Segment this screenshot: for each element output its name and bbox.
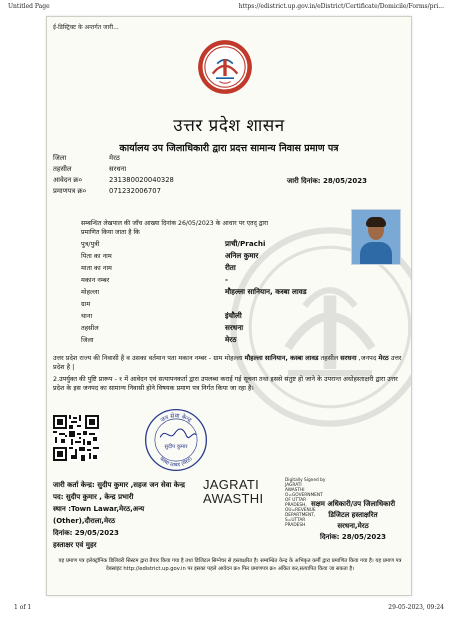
issue-date: जारी दिनांक: 28/05/2023 [287,177,368,185]
competent-officer [297,499,409,543]
applicant-details [81,239,331,347]
issuer-post: पद: सुदीप कुमार , केन्द्र प्रभारी [53,493,134,501]
issued-under-edistrict: ई-डिस्ट्रिक्ट के अन्तर्गत जारी... [53,24,119,31]
printed-timestamp: 29-05-2023, 09:24 [388,604,444,611]
issuer-place-cont: (Other),दौराला,मेरठ [53,517,116,525]
applicant-photo [351,209,401,265]
svg-text:कस्बा लावड (मेरठ): कस्बा लावड (मेरठ) [158,455,194,469]
issuing-center-info [53,479,185,551]
digital-signature [203,477,326,528]
detail-row: थाना इंचौली [81,311,242,320]
detail-row: पुत्र/पुत्री प्राची/Prachi [81,239,266,248]
detail-row: ग्राम [81,300,91,308]
csc-seal-stamp [143,407,209,473]
verification-footer-note: यह प्रमाण पत्र इलेक्ट्रॉनिक डिलिवरी सिस्टम द्वारा तैयार किया गया है तथा डिजिटल सिग्नेचर से हस्ताक्षरित है। सम्बन्धित केन्द्र के अभिकृत कर्मी द्वारा प्रमाणित किया गया है। यह प्रमाण पत्र वेबसाइट http://edistrict.up.gov.in पर इसका पहले आवेदन क्र० फिर प्रमाणपत्र क्र० अंकित कर,सत्यापित किया जा सकता है। [58,558,402,572]
svg-text:जन सेवा केन्द्र: जन सेवा केन्द्र [159,412,193,424]
certificate: ई-डिस्ट्रिक्ट के अन्तर्गत जारी... उत्तर प्रदेश शासन कार्यालय उप जिलाधिकारी द्वारा प्रदत्त सामान्य निवास प्रमाण पत्र जिला मेरठ तहसील सरधना आवेदन क्र० 231380020040328 प्रमाणपत्र क्र० 071232006707 जारी दिनांक: 28/05/2023 सम्बन्धित लेखपाल की जाँच आख्या दिनांक 26/05/2023 के आधार पर एतद् द्वारा प्रमाणित किया जाता है कि पुत्र/पुत्री प्राची/Prachi पिता का नाम अनिल कुमार माता का नाम रीता मकान नम्बर - मोहल्ला मौहल्ला सानियान, कस्बा लावड ग्राम थाना इंचौली तहसील सरधना जिला मेरठ उत्तर प्रदेश राज्य की निवासी है व उसका वर्तमान पता मकान नम्बर - ग्राम मोहल्ला मौहल्ला सानियान, कस्बा लावड तहसील सरधना ,जनपद मेरठ उत्तर प्रदेश है | 2.उपर्युक्त की पुष्टि प्रारूप - १ में आवेदन एवं सत्यापनकर्ता द्वारा उपलब्ध कराई गई सूचना तथा इससे संतुष्ट हो जाने के उपरान्त अधोहस्ताक्षरी द्वारा उत्तर प्रदेश के इस जनपद का सामान्य निवासी होने विषयक प्रमाण पत्र निर्गत किया जा रहा है। जन सेवा केन्द्र कस्बा लावड (मेरठ) सुदीप कुमार जारी कर्ता केन्द्र: सुदीप कुमार ,सहज जन सेवा केन्द्र पद: सुदीप कुमार , केन्द्र प्रभारी स्थान :Town Lawar,मेरठ,अन्य (Other),दौराला,मेरठ दिनांक: 29/05/2023 हस्ताक्षर एवं मुहर JAGRATI AWASTHI Digitally Signed by JAGRATI AWASTHI O=GOVERNMENT OF UTTAR PRADESH, OU=REVENUE DEPARTMENT, S=UTTAR PRADESH सक्षम अधिकारी/उप जिलाधिकारी डिजिटल हस्ताक्षरित सरधना,मेरठ दिनांक: 28/05/2023 यह प्रमाण पत्र इलेक्ट्रॉनिक डिलिवरी सिस्टम द्वारा तैयार किया गया है तथा डिजिटल सिग्नेचर से हस्ताक्षरित है। सम्बन्धित केन्द्र के अभिकृत कर्मी द्वारा प्रमाणित किया गया है। यह प्रमाण पत्र वेबसाइट http://edistrict.up.gov.in पर इसका पहले आवेदन क्र० फिर प्रमाणपत्र क्र० अंकित कर,सत्यापित किया जा सकता है। [46,16,412,596]
detail-row: मोहल्ला मौहल्ला सानियान, कस्बा लावड [81,287,307,296]
residence-statement: उत्तर प्रदेश राज्य की निवासी है व उसका वर्तमान पता मकान नम्बर - ग्राम मोहल्ला मौहल्ला सानियान, कस्बा लावड तहसील सरधना ,जनपद मेरठ उत्तर प्रदेश है | [53,354,402,371]
page-title: Untitled Page [8,3,50,10]
verification-statement: 2.उपर्युक्त की पुष्टि प्रारूप - १ में आवेदन एवं सत्यापनकर्ता द्वारा उपलब्ध कराई गई सूचना तथा इससे संतुष्ट हो जाने के उपरान्त अधोहस्ताक्षरी द्वारा उत्तर प्रदेश के इस जनपद का सामान्य निवासी होने विषयक प्रमाण पत्र निर्गत किया जा रहा है। [53,375,398,392]
detail-row: जिला मेरठ [81,335,237,344]
issuer-date: दिनांक: 29/05/2023 [53,529,119,537]
detail-row: मकान नम्बर - [81,275,228,284]
officer-place: सरधना,मेरठ [337,522,369,530]
signature-meta: Digitally Signed by JAGRATI AWASTHI O=GOVERNMENT OF UTTAR PRADESH, OU=REVENUE DEPARTMENT, S=UTTAR PRADESH [285,478,326,528]
certificate-title: उत्तर प्रदेश शासन [173,116,285,136]
print-footer [0,600,450,614]
svg-text:सुदीप कुमार: सुदीप कुमार [164,443,188,450]
certify-statement: सम्बन्धित लेखपाल की जाँच आख्या दिनांक 26/05/2023 के आधार पर एतद् द्वारा प्रमाणित किया जाता है कि [81,220,269,236]
issuing-center: जारी कर्ता केन्द्र: सुदीप कुमार ,सहज जन सेवा केन्द्र [53,481,185,489]
officer-title: सक्षम अधिकारी/उप जिलाधिकारी [310,500,396,508]
signer-name-2: AWASTHI [203,491,264,506]
issuer-place: स्थान :Town Lawar,मेरठ,अन्य [53,505,145,513]
page-count: 1 of 1 [14,604,32,611]
detail-row: माता का नाम रीता [81,263,236,272]
officer-date: दिनांक: 28/05/2023 [320,533,386,541]
officer-signed: डिजिटल हस्ताक्षरित [328,511,378,519]
detail-row: पिता का नाम अनिल कुमार [81,251,259,260]
detail-row: तहसील सरधना [81,323,244,332]
signer-name-1: JAGRATI [203,477,260,492]
certificate-subtitle: कार्यालय उप जिलाधिकारी द्वारा प्रदत्त सामान्य निवास प्रमाण पत्र [119,143,339,154]
qr-code-icon[interactable] [53,415,99,461]
print-header [0,0,450,12]
up-government-emblem-icon [197,39,253,95]
issuer-signature-label: हस्ताक्षर एवं मुहर [53,541,97,549]
page-url[interactable]: https://edistrict.up.gov.in/eDistrict/Certificate/Domicile/Forms/pri... [238,3,444,10]
